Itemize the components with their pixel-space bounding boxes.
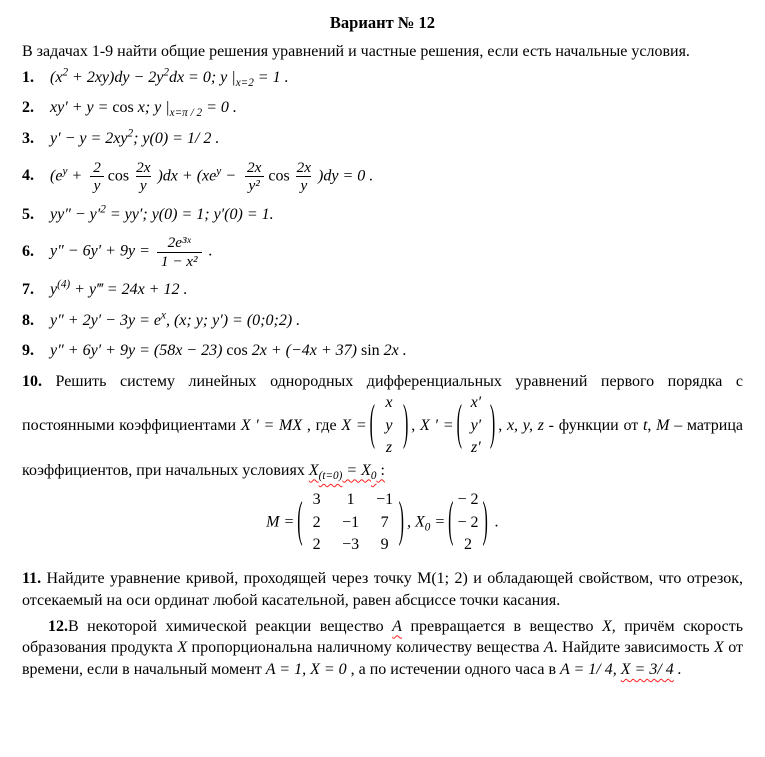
problem-11 (22, 568, 743, 611)
math-segment: + y‴ = 24x + 12 . (70, 281, 188, 299)
math-segment: sin (357, 342, 380, 360)
math-segment: + (67, 167, 87, 185)
math-segment: = yy′; y(0) = 1; y′(0) = 1. (105, 205, 274, 223)
math-segment: xy′ + y = (50, 99, 113, 117)
math-segment: , X (406, 513, 425, 531)
math-segment: . (490, 513, 499, 531)
math-segment: 2 (163, 66, 169, 79)
math-segment: , причём скорость образования продукта (22, 617, 743, 657)
right-paren: ) (398, 494, 404, 548)
column-vector: ( x y z ) (369, 394, 409, 457)
math-segment: )dy = 0 . (318, 167, 374, 185)
right-paren: ) (402, 398, 409, 451)
math-segment: x=2 (235, 77, 254, 90)
math-segment: y (50, 281, 58, 299)
problem-5-equation (50, 204, 743, 226)
math-segment: В некоторой химической реакции вещество (68, 617, 393, 635)
math-segment: . (673, 660, 682, 678)
math-segment: X = (341, 416, 367, 434)
problem-12-text (22, 618, 743, 678)
problem-5-number: 5. (22, 205, 34, 223)
math-segment: X ′ = MX (240, 416, 303, 434)
problem-2 (22, 97, 743, 119)
math-segment: dx = 0; y | (168, 68, 236, 86)
right-paren: ) (489, 398, 496, 451)
math-segment: X (308, 461, 319, 479)
math-segment: y″ − 6y′ + 9y = (50, 242, 154, 260)
problem-4 (22, 159, 743, 195)
math-segment: cos (107, 167, 130, 185)
math-segment: M = (266, 513, 295, 531)
math-segment: X ′ = (420, 416, 454, 434)
math-segment: X (601, 617, 612, 635)
problem-8-number: 8. (22, 311, 34, 329)
problem-8-equation (50, 310, 743, 332)
math-segment: X (177, 639, 188, 657)
math-segment: 2 (100, 203, 106, 216)
math-segment: = 1 . (253, 68, 289, 86)
problem-10-text (22, 372, 744, 482)
problem-1-equation (50, 67, 743, 89)
problem-10 (22, 371, 743, 481)
math-segment: 0 (424, 521, 431, 534)
math-segment: y (216, 164, 222, 177)
problem-9-number: 9. (22, 342, 34, 360)
math-segment: y′ − y = 2xy (50, 130, 128, 148)
math-segment: x, y, z (506, 416, 544, 434)
math-segment: 2 (127, 127, 134, 140)
math-segment: 2x . (379, 342, 407, 360)
math-segment: yy″ − y′ (50, 205, 101, 223)
problem-11-text (22, 570, 743, 609)
right-paren: ) (482, 494, 488, 548)
math-segment: cos (222, 342, 248, 360)
problem-8 (22, 310, 743, 332)
math-segment: cos (268, 167, 290, 185)
math-segment: = 0 . (202, 99, 237, 117)
math-segment: = X (342, 461, 371, 479)
problem-7-number: 7. (22, 281, 34, 299)
fraction: $\frac{2x}{\text{y²}}$ (243, 159, 265, 195)
math-segment: A (543, 639, 554, 657)
math-segment: , а по истечении одного часа в (346, 660, 561, 678)
math-segment: t (642, 416, 648, 434)
math-segment: (e (50, 167, 63, 185)
math-segment: (x (50, 68, 63, 86)
problem-1-number: 1. (22, 68, 34, 86)
math-segment: . Найдите зависимость (553, 639, 715, 657)
fraction: $\frac{2}{y}$ (89, 159, 105, 195)
math-segment: cos (112, 99, 134, 117)
problem-5 (22, 204, 743, 226)
intro-text: В задачах 1-9 найти общие решения уравнений и частные решения, если есть начальные условия. (22, 43, 690, 61)
problem-6-equation (50, 234, 743, 270)
math-segment: + 2xy)dy − 2y (68, 68, 164, 86)
math-segment: превращается в вещество (401, 617, 602, 635)
math-segment: , (x; y; y′) = (0;0;2) . (165, 311, 301, 329)
math-segment: x; y | (133, 99, 170, 117)
math-segment: A (392, 617, 402, 635)
problem-3-equation (50, 128, 743, 150)
math-segment: от времени, если в начальный момент (22, 639, 743, 678)
left-paren: ( (297, 494, 303, 548)
problem-3-number: 3. (22, 130, 34, 148)
math-segment: – матрица коэффициентов, при начальных условиях (22, 416, 744, 479)
column-vector: ( x′ y′ z′ ) (456, 394, 496, 457)
problem-7 (22, 279, 743, 301)
math-segment: = (430, 513, 446, 531)
left-paren: ( (456, 398, 462, 451)
math-segment: A = 1/ 4, (560, 660, 621, 678)
problem-10-number: 10. (22, 372, 42, 390)
math-segment: 2x + (−4x + 37) (247, 342, 357, 360)
fraction: $\frac{2x}{y}$ (296, 158, 312, 195)
problem-6-number: 6. (22, 242, 34, 260)
problem-9 (22, 340, 743, 362)
matrix-equation (22, 489, 743, 556)
math-segment: пропорциональна наличному количеству вещества (187, 639, 544, 657)
fraction: $\frac{2x}{y}$ (136, 158, 151, 195)
math-segment: y (62, 164, 68, 177)
math-segment: ; y(0) = 1/ 2 . (133, 130, 220, 148)
math-segment: . (204, 242, 213, 260)
problem-2-equation (50, 97, 743, 119)
math-segment: , (647, 416, 657, 434)
math-segment: Решить систему линейных однородных дифференциальных уравнений первого порядка с постоянными коэффициентами (22, 372, 743, 434)
math-segment: 2 (62, 66, 69, 79)
math-segment: : (376, 461, 385, 479)
problem-7-equation (50, 279, 743, 301)
problem-2-number: 2. (22, 99, 34, 117)
math-segment: )dx + (xe (157, 167, 217, 185)
math-segment: X (714, 639, 724, 657)
problem-9-equation (50, 340, 743, 362)
problem-1 (22, 67, 743, 89)
math-segment: x=π / 2 (169, 107, 203, 120)
problem-12-number: 12. (48, 617, 68, 635)
problem-4-number: 4. (22, 167, 34, 185)
left-paren: ( (369, 398, 375, 451)
math-segment: A = 1, X = 0 (265, 660, 347, 678)
math-segment: (t=0) (318, 469, 343, 482)
math-segment: M (656, 416, 670, 434)
math-segment: − (221, 167, 240, 185)
math-segment: - функции от (543, 416, 643, 434)
math-segment: , (498, 416, 507, 434)
math-segment: x (160, 309, 166, 322)
fraction: $\frac{\text{2e³ˣ}}{\text{1 − x²}}$ (157, 234, 202, 270)
math-segment: 0 (370, 469, 377, 482)
matrix: ( 3 1 −1 2 −1 7 2 −3 9 ) (297, 491, 404, 554)
page-title: Вариант № 12 (329, 13, 436, 32)
matrix: ( − 2 − 2 2 ) (448, 491, 488, 554)
problem-3 (22, 128, 743, 150)
math-segment: Найдите уравнение кривой, проходящей через точку М(1; 2) и обладающей свойством, что отрезок, отсекаемый на оси ординат любой касательной, равен абсциссе точки касания. (22, 570, 743, 610)
problem-12 (22, 616, 743, 681)
problem-11-number: 11. (22, 570, 42, 588)
math-segment: y″ + 6y′ + 9y = (58x − 23) (50, 342, 223, 360)
math-segment: , (411, 416, 421, 434)
math-segment: (4) (57, 278, 71, 291)
problem-4-equation (50, 159, 743, 195)
math-segment: y″ + 2y′ − 3y = e (50, 311, 161, 329)
left-paren: ( (448, 494, 454, 548)
math-segment: , где (302, 416, 342, 434)
problem-6 (22, 234, 743, 270)
math-segment: X = 3/ 4 (620, 660, 674, 678)
